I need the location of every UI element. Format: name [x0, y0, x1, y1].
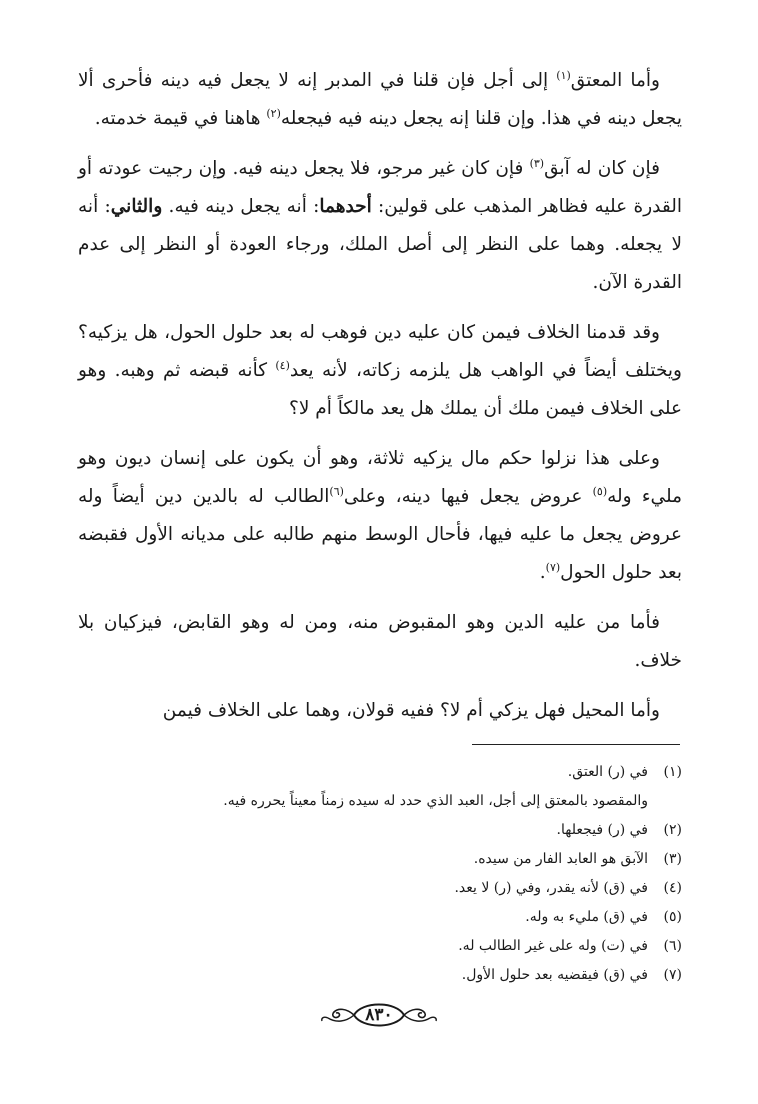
- footnote-text: في (ر) فيجعلها.: [556, 822, 648, 838]
- footnote-5: [78, 903, 682, 932]
- text-segment: : أنه يجعل دينه فيه.: [162, 196, 320, 217]
- footnote-number: (٦): [663, 938, 682, 954]
- text-segment: : أنه لا يجعله. وهما على النظر إلى أصل الملك، ورجاء العودة أو النظر إلى عدم القدرة الآن.: [78, 196, 682, 293]
- text-segment: وعلى هذا نزلوا حكم مال يزكيه ثلاثة، وهو أن يكون على إنسان ديون وهو مليء وله: [78, 448, 682, 507]
- footnote-text: في (ق) لأنه يقدر، وفي (ر) لا يعد.: [454, 880, 648, 896]
- footnote-4: [78, 874, 682, 903]
- text-segment: عروض يجعل فيها دينه، وعلى: [343, 486, 593, 507]
- footnote-ref-3[interactable]: (٣): [529, 156, 545, 170]
- footnote-1-continuation: والمقصود بالمعتق إلى أجل، العبد الذي حدد له سيده زمناً معيناً يحرره فيه.: [223, 793, 648, 809]
- footnote-3: [78, 845, 682, 874]
- footnote-ref-1[interactable]: (١): [556, 68, 571, 82]
- paragraph-6: [78, 692, 682, 730]
- bold-term: أحدهما: [319, 196, 372, 217]
- footnote-number: (٧): [663, 967, 682, 983]
- text-segment: كأنه قبضه ثم وهبه. وهو على الخلاف فيمن ملك أن يملك هل يعد مالكاً أم لا؟: [78, 360, 682, 419]
- footnote-ref-4[interactable]: (٤): [275, 358, 290, 372]
- footnote-text: في (ق) فيقضيه بعد حلول الأول.: [461, 967, 648, 983]
- footnote-text: الآبق هو العابد الفار من سيده.: [473, 851, 648, 867]
- text-segment: .: [539, 562, 546, 583]
- footnote-1: [78, 758, 682, 787]
- text-segment: فإن كان غير مرجو، فلا يجعل دينه فيه. وإن رجيت عودته أو القدرة عليه فظاهر المذهب على قولين:: [78, 158, 682, 217]
- footnote-6: [78, 932, 682, 961]
- footnote-text: في (ت) وله على غير الطالب له.: [458, 938, 648, 954]
- paragraph-4: [78, 440, 682, 592]
- bold-term: والثاني: [110, 196, 163, 217]
- paragraph-2: [78, 150, 682, 302]
- text-segment: فأما من عليه الدين وهو المقبوض منه، ومن له وهو القابض، فيزكيان بلا خلاف.: [78, 612, 682, 671]
- footnote-ref-2[interactable]: (٢): [266, 106, 281, 120]
- paragraph-5: [78, 604, 682, 680]
- footnote-number: (١): [663, 764, 682, 780]
- text-segment: فإن كان له آبق: [544, 158, 661, 179]
- footnote-number: (٥): [663, 909, 682, 925]
- footnote-ref-6[interactable]: (٦): [329, 484, 344, 498]
- footnote-number: (٤): [663, 880, 682, 896]
- page-number: ٨٣٠: [365, 1005, 393, 1025]
- paragraph-1: [78, 62, 682, 138]
- footnotes: [78, 758, 682, 990]
- footnote-divider: [472, 744, 680, 745]
- text-segment: هاهنا في قيمة خدمته.: [94, 108, 267, 129]
- text-segment: وأما المعتق: [570, 70, 660, 91]
- footnote-number: (٢): [663, 822, 682, 838]
- footnote-text: في (ق) مليء به وله.: [525, 909, 648, 925]
- text-segment: وأما المحيل فهل يزكي أم لا؟ ففيه قولان، وهما على الخلاف فيمن: [162, 700, 660, 721]
- footnote-number: (٣): [663, 851, 682, 867]
- paragraph-3: [78, 314, 682, 428]
- text-segment: وقد قدمنا الخلاف فيمن كان عليه دين فوهب له بعد حلول الحول، هل يزكيه؟ ويختلف أيضاً في الواهب هل يلزمه زكاته، لأنه يعد: [78, 322, 682, 381]
- text-segment: الطالب له بالدين دين أيضاً وله عروض يجعل ما عليه فيها، فأحال الوسط منهم طالبه على مديانه الأول فقبضه بعد حلول الحول: [78, 486, 682, 583]
- footnote-7: [78, 961, 682, 990]
- footnote-ref-7[interactable]: (٧): [545, 560, 561, 574]
- main-text: [78, 62, 682, 742]
- footnote-ref-5[interactable]: (٥): [592, 484, 608, 498]
- page-number-ornament: [314, 998, 444, 1032]
- footnote-2: [78, 816, 682, 845]
- footnote-text: في (ر) العتق.: [567, 764, 648, 780]
- text-segment: إلى أجل فإن قلنا في المدبر إنه لا يجعل فيه دينه فأحرى ألا يجعل دينه في هذا. وإن قلنا إنه يجعل دينه فيه فيجعله: [78, 70, 682, 129]
